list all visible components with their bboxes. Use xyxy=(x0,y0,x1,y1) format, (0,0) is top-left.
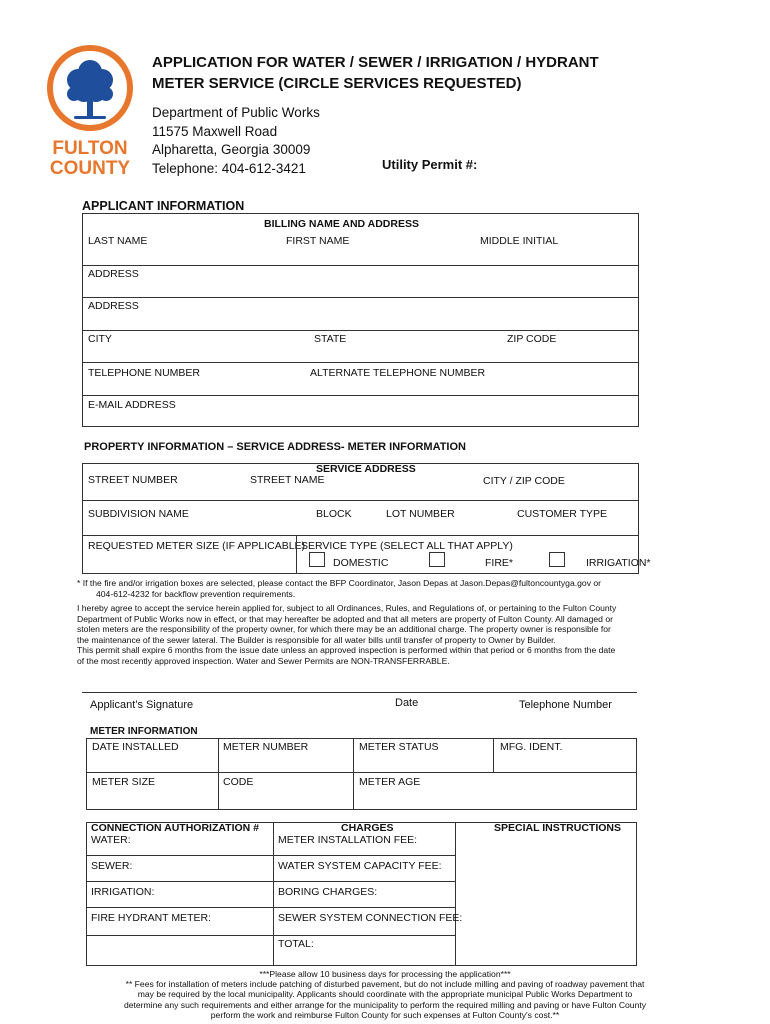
service-type-label: SERVICE TYPE (SELECT ALL THAT APPLY) xyxy=(301,540,513,552)
middle-initial-field[interactable]: MIDDLE INITIAL xyxy=(480,235,559,247)
irrigation-field[interactable]: IRRIGATION: xyxy=(91,886,155,898)
property-info-heading: PROPERTY INFORMATION – SERVICE ADDRESS- METER INFORMATION xyxy=(84,441,466,453)
applicant-info-heading: APPLICANT INFORMATION xyxy=(82,199,245,213)
fire-hydrant-meter-field[interactable]: FIRE HYDRANT METER: xyxy=(91,912,211,924)
sewer-field[interactable]: SEWER: xyxy=(91,860,133,872)
meter-age-field[interactable]: METER AGE xyxy=(359,776,421,788)
connection-auth-heading: CONNECTION AUTHORIZATION # xyxy=(91,822,259,834)
address2-field[interactable]: ADDRESS xyxy=(88,300,139,312)
total-field[interactable]: TOTAL: xyxy=(278,938,314,950)
fire-label: FIRE* xyxy=(485,557,514,569)
street-name-field[interactable]: STREET NAME xyxy=(250,474,325,486)
meter-size-info-field[interactable]: METER SIZE xyxy=(92,776,156,788)
alt-telephone-field[interactable]: ALTERNATE TELEPHONE NUMBER xyxy=(310,367,486,379)
subdivision-field[interactable]: SUBDIVISION NAME xyxy=(88,508,189,520)
domestic-label: DOMESTIC xyxy=(333,557,389,569)
footer-notes: ***Please allow 10 business days for processing the application*** ** Fees for installation of meters include patching of disturbed pavement, but do not include milling and paving of roadway pavement that may be required by the local municipality. Applicants should coordinate with the appropriate municipal Public Works Department to determine any such requirements and either arrange for the municipality to perform the required milling and paving or have Fulton County perform the work and reimburse Fulton County for such expenses at Fulton County's cost.** xyxy=(123,969,647,1020)
city-field[interactable]: CITY xyxy=(88,333,112,345)
lot-number-field[interactable]: LOT NUMBER xyxy=(386,508,455,520)
meter-size-field[interactable]: REQUESTED METER SIZE (IF APPLICABLE) xyxy=(88,540,306,552)
signature-telephone-field[interactable]: Telephone Number xyxy=(519,699,612,711)
mfg-ident-field[interactable]: MFG. IDENT. xyxy=(500,741,563,753)
special-instructions-heading: SPECIAL INSTRUCTIONS xyxy=(494,822,621,834)
dept-city: Alpharetta, Georgia 30009 xyxy=(152,142,311,157)
form-title xyxy=(152,52,672,94)
signature-date-field[interactable]: Date xyxy=(395,697,419,709)
zip-field[interactable]: ZIP CODE xyxy=(507,333,557,345)
dept-name: Department of Public Works xyxy=(152,105,320,120)
email-field[interactable]: E-MAIL ADDRESS xyxy=(88,399,176,411)
block-field[interactable]: BLOCK xyxy=(316,508,352,520)
address1-field[interactable]: ADDRESS xyxy=(88,268,139,280)
dept-phone: Telephone: 404-612-3421 xyxy=(152,160,306,176)
tree-seal-icon xyxy=(44,44,136,176)
charges-heading: CHARGES xyxy=(341,822,394,834)
fulton-county-logo xyxy=(44,44,136,176)
first-name-field[interactable]: FIRST NAME xyxy=(286,235,350,247)
service-address-heading: SERVICE ADDRESS xyxy=(316,463,416,475)
sewer-connection-fee-field[interactable]: SEWER SYSTEM CONNECTION FEE: xyxy=(278,912,463,924)
billing-heading: BILLING NAME AND ADDRESS xyxy=(264,218,419,230)
code-field[interactable]: CODE xyxy=(223,776,254,788)
signature-line xyxy=(82,692,637,693)
logo-county-text: COUNTY xyxy=(49,158,131,176)
meter-status-field[interactable]: METER STATUS xyxy=(359,741,439,753)
water-field[interactable]: WATER: xyxy=(91,834,131,846)
last-name-field[interactable]: LAST NAME xyxy=(88,235,148,247)
dept-street: 11575 Maxwell Road xyxy=(152,123,278,139)
domestic-checkbox[interactable] xyxy=(309,552,325,567)
customer-type-field[interactable]: CUSTOMER TYPE xyxy=(517,508,608,520)
backflow-footnote: * If the fire and/or irrigation boxes are selected, please contact the BFP Coordinator, Jason Depas at Jason.Depas@fultoncountyga.gov or 404-612-4232 for backflow prevention requirements. xyxy=(77,578,602,599)
meter-installation-fee-field[interactable]: METER INSTALLATION FEE: xyxy=(278,834,418,846)
state-field[interactable]: STATE xyxy=(314,333,347,345)
form-title-line1: APPLICATION FOR WATER / SEWER / IRRIGATION / HYDRANT xyxy=(152,54,599,71)
form-title-line2: METER SERVICE (CIRCLE SERVICES REQUESTED) xyxy=(152,75,522,92)
date-installed-field[interactable]: DATE INSTALLED xyxy=(92,741,179,753)
logo-fulton-text: FULTON xyxy=(52,138,128,159)
irrigation-label: IRRIGATION* xyxy=(586,557,651,569)
applicant-signature-field[interactable]: Applicant’s Signature xyxy=(90,699,194,711)
telephone-field[interactable]: TELEPHONE NUMBER xyxy=(88,367,201,379)
fire-checkbox[interactable] xyxy=(429,552,445,567)
utility-permit-label: Utility Permit #: xyxy=(382,157,478,172)
boring-charges-field[interactable]: BORING CHARGES: xyxy=(278,886,378,898)
water-capacity-fee-field[interactable]: WATER SYSTEM CAPACITY FEE: xyxy=(278,860,442,872)
agreement-text: I hereby agree to accept the service herein applied for, subject to all Ordinances, Rules, and Regulations of, or pertaining to the Fulton County Department of Public Works now in effect, or that may hereafter be adopted and that all meters are property of Fulton County. All damaged or stolen meters are the responsibility of the property owner, for which there may be an additional charge. The property owner is responsible for the maintenance of the sewer lateral. The Builder is responsible for all water bills until transfer of property to Owner by Builder. This permit shall expire 6 months from the issue date unless an approved inspection is performed within that period or 6 months from the date of the most recently approved inspection. Water and Sewer Permits are NON-TRANSFERRABLE. xyxy=(77,603,617,666)
department-address xyxy=(152,104,320,178)
city-zip-field[interactable]: CITY / ZIP CODE xyxy=(483,475,565,487)
meter-info-heading: METER INFORMATION xyxy=(90,726,198,737)
street-number-field[interactable]: STREET NUMBER xyxy=(88,474,178,486)
meter-number-field[interactable]: METER NUMBER xyxy=(223,741,309,753)
irrigation-checkbox[interactable] xyxy=(549,552,565,567)
